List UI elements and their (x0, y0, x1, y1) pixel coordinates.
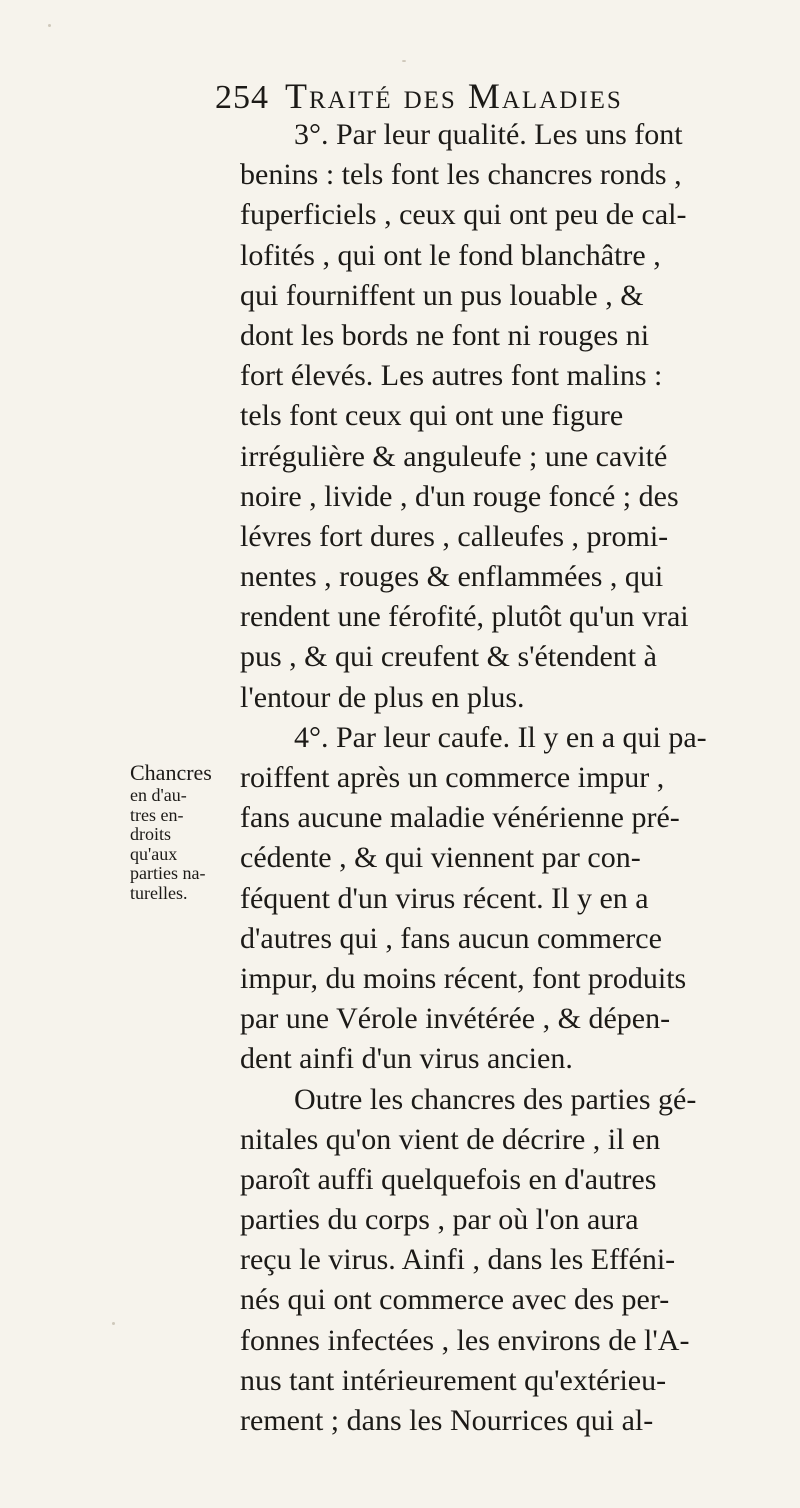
text-line: paroît auffi quelquefois en d'autres (240, 1162, 657, 1196)
text-line: par une Vérole invétérée , & dépen- (240, 1002, 671, 1036)
text-line: d'autres qui , fans aucun commerce (240, 921, 662, 955)
text-line: fuperficiels , ceux qui ont peu de cal- (240, 198, 687, 232)
margin-note-line: qu'aux (130, 843, 178, 864)
text-line: irrégulière & anguleufe ; une cavité (240, 439, 668, 473)
running-head-title: Traité des Maladies (285, 76, 623, 116)
text-line: dent ainfi d'un virus ancien. (240, 1042, 573, 1076)
margin-note (130, 760, 230, 903)
page-number: 254 (215, 79, 269, 116)
text-line: fonnes infectées , les environs de l'A- (240, 1323, 690, 1357)
text-line: parties du corps , par où l'on aura (240, 1203, 639, 1237)
margin-note-line: parties na- (130, 863, 206, 883)
text-line: nitales qu'on vient de décrire , il en (240, 1122, 661, 1156)
margin-note-line: Chancres (130, 760, 212, 785)
text-line: 3°. Par leur qualité. Les uns font (294, 118, 683, 151)
text-line: rement ; dans les Nourrices qui al- (240, 1404, 654, 1437)
paper-speck (112, 1322, 115, 1325)
text-line: fort élevés. Les autres font malins : (240, 359, 663, 393)
text-line: impur, du moins récent, font produits (240, 961, 687, 995)
body-text (240, 115, 785, 1441)
text-line: dont les bords ne font ni rouges ni (240, 318, 650, 352)
text-line: tels font ceux qui ont une figure (240, 399, 624, 433)
text-line: rendent une férofité, plutôt qu'un vrai (240, 600, 689, 634)
text-line: noire , livide , d'un rouge foncé ; des (240, 479, 679, 513)
text-line: pus , & qui creufent & s'étendent à (240, 640, 657, 674)
text-line: l'entour de plus en plus. (240, 680, 525, 714)
text-line: 4°. Par leur caufe. Il y en a qui pa- (294, 720, 707, 754)
text-line: lévres fort dures , calleufes , promi- (240, 519, 669, 553)
text-line: reçu le virus. Ainfi , dans les Efféni- (240, 1243, 676, 1277)
text-line: qui fourniffent un pus louable , & (240, 278, 644, 312)
text-line: Outre les chancres des parties gé- (294, 1082, 697, 1116)
margin-note-line: en d'au- (130, 785, 187, 805)
text-line: nés qui ont commerce avec des per- (240, 1283, 670, 1317)
text-line: fans aucune maladie vénérienne pré- (240, 801, 680, 835)
margin-note-line: turelles. (130, 882, 188, 903)
text-line: lofités , qui ont le fond blanchâtre , (240, 238, 661, 272)
text-line: nentes , rouges & enflammées , qui (240, 560, 664, 594)
running-head (215, 75, 665, 119)
margin-note-line: droits (130, 824, 172, 844)
paper-speck (48, 24, 51, 27)
text-line: féquent d'un virus récent. Il y en a (240, 881, 649, 915)
text-line: cédente , & qui viennent par con- (240, 841, 641, 875)
text-line: benins : tels font les chancres ronds , (240, 158, 682, 192)
paper-speck (402, 60, 406, 62)
text-line: roiffent après un commerce impur , (240, 761, 665, 794)
margin-note-line: tres en- (130, 804, 184, 825)
text-line: nus tant intérieurement qu'extérieu- (240, 1363, 667, 1397)
